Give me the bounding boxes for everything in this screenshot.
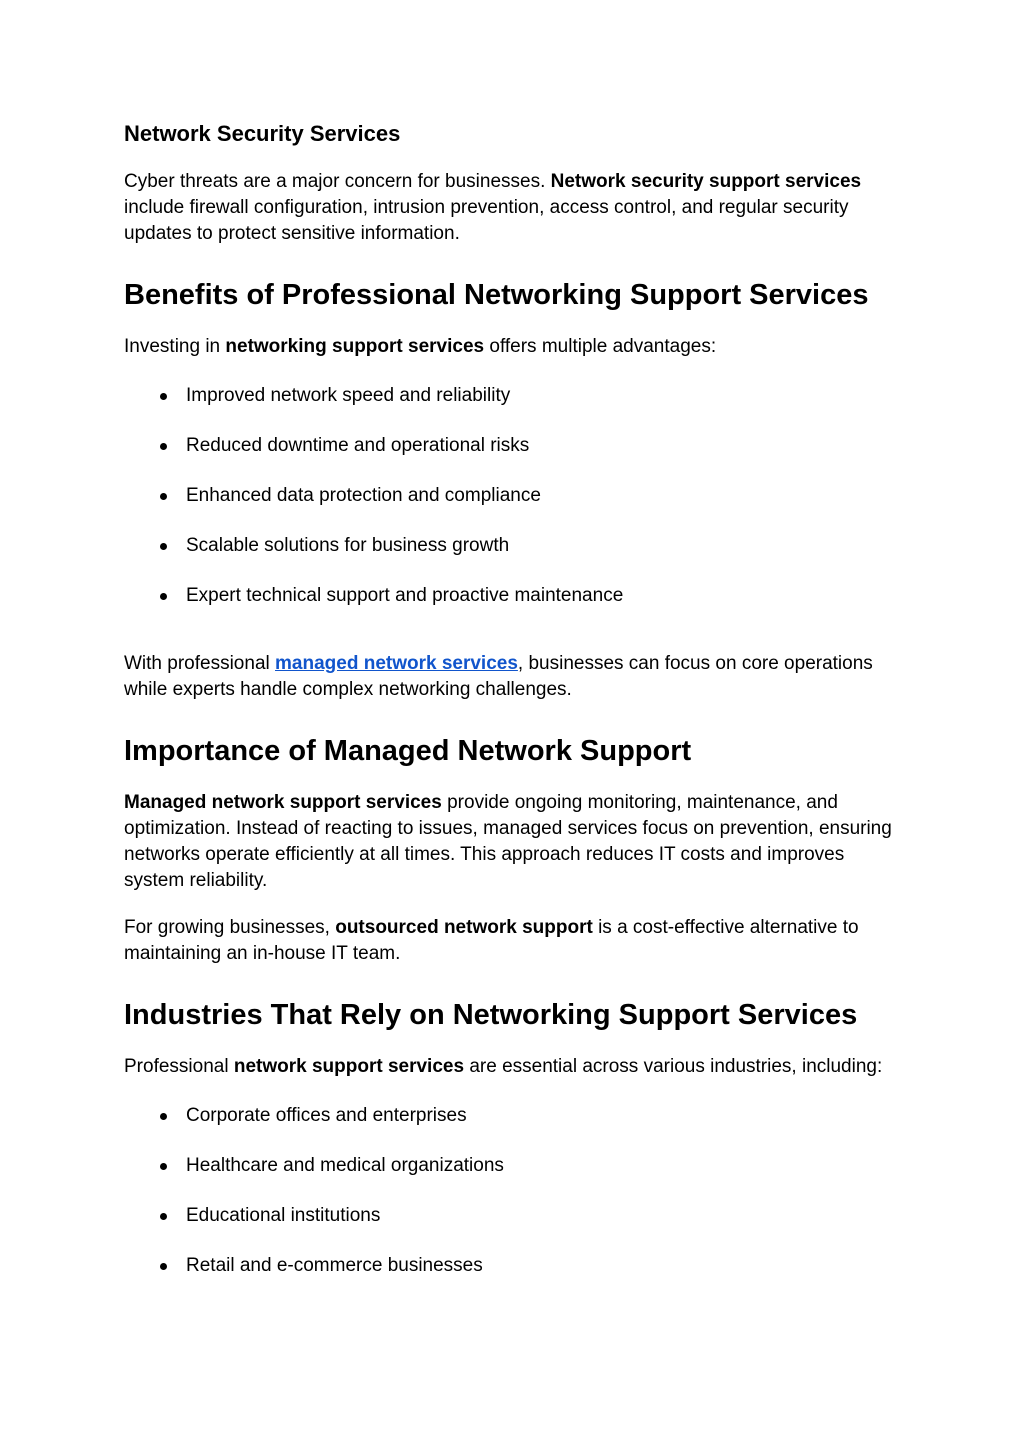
list-item: Retail and e-commerce businesses xyxy=(186,1253,900,1279)
list-item: Reduced downtime and operational risks xyxy=(186,433,900,459)
text-run-bold: networking support services xyxy=(225,336,485,357)
list-item: Healthcare and medical organizations xyxy=(186,1153,900,1179)
paragraph-industries-intro xyxy=(124,1054,900,1080)
text-run: Cyber threats are a major concern for businesses. xyxy=(124,171,551,192)
managed-network-services-link[interactable]: managed network services xyxy=(275,653,518,674)
text-run-bold: Managed network support services xyxy=(124,792,442,813)
text-run: provide ongoing monitoring, maintenance, and optimization. Instead of reacting to issues, managed services focus on prevention, ensuring networks operate efficiently at all times. This approach reduces IT costs and improves system reliability. xyxy=(124,792,892,891)
subheading-network-security: Network Security Services xyxy=(124,121,401,146)
paragraph-network-security xyxy=(124,169,900,247)
list-item: Expert technical support and proactive maintenance xyxy=(186,583,900,609)
benefits-list xyxy=(124,383,900,609)
text-run: Investing in xyxy=(124,336,226,357)
text-run: , businesses can focus on core operations while experts handle complex networking challenges. xyxy=(124,653,873,700)
text-run: With professional xyxy=(124,653,276,674)
text-run-bold: outsourced network support xyxy=(335,917,593,938)
heading-managed-support: Importance of Managed Network Support xyxy=(124,735,692,767)
list-item: Educational institutions xyxy=(186,1203,900,1229)
heading-benefits: Benefits of Professional Networking Support Services xyxy=(124,279,869,311)
text-run: are essential across various industries, including: xyxy=(464,1056,883,1077)
list-item: Improved network speed and reliability xyxy=(186,383,900,409)
list-item: Corporate offices and enterprises xyxy=(186,1103,900,1129)
list-item: Scalable solutions for business growth xyxy=(186,533,900,559)
text-run: include firewall configuration, intrusion prevention, access control, and regular security updates to protect sensitive information. xyxy=(124,197,849,244)
text-run: offers multiple advantages: xyxy=(484,336,717,357)
text-run-bold: Network security support services xyxy=(550,171,862,192)
list-item: Enhanced data protection and compliance xyxy=(186,483,900,509)
heading-industries: Industries That Rely on Networking Support Services xyxy=(124,999,858,1031)
industries-list xyxy=(124,1103,900,1279)
paragraph-managed-1 xyxy=(124,790,900,894)
text-run: Professional xyxy=(124,1056,234,1077)
text-run-bold: network support services xyxy=(233,1056,465,1077)
paragraph-benefits-outro xyxy=(124,651,900,703)
paragraph-benefits-intro xyxy=(124,334,900,360)
text-run: For growing businesses, xyxy=(124,917,336,938)
text-run: is a cost-effective alternative to maintaining an in-house IT team. xyxy=(124,917,859,964)
paragraph-managed-2 xyxy=(124,915,900,967)
